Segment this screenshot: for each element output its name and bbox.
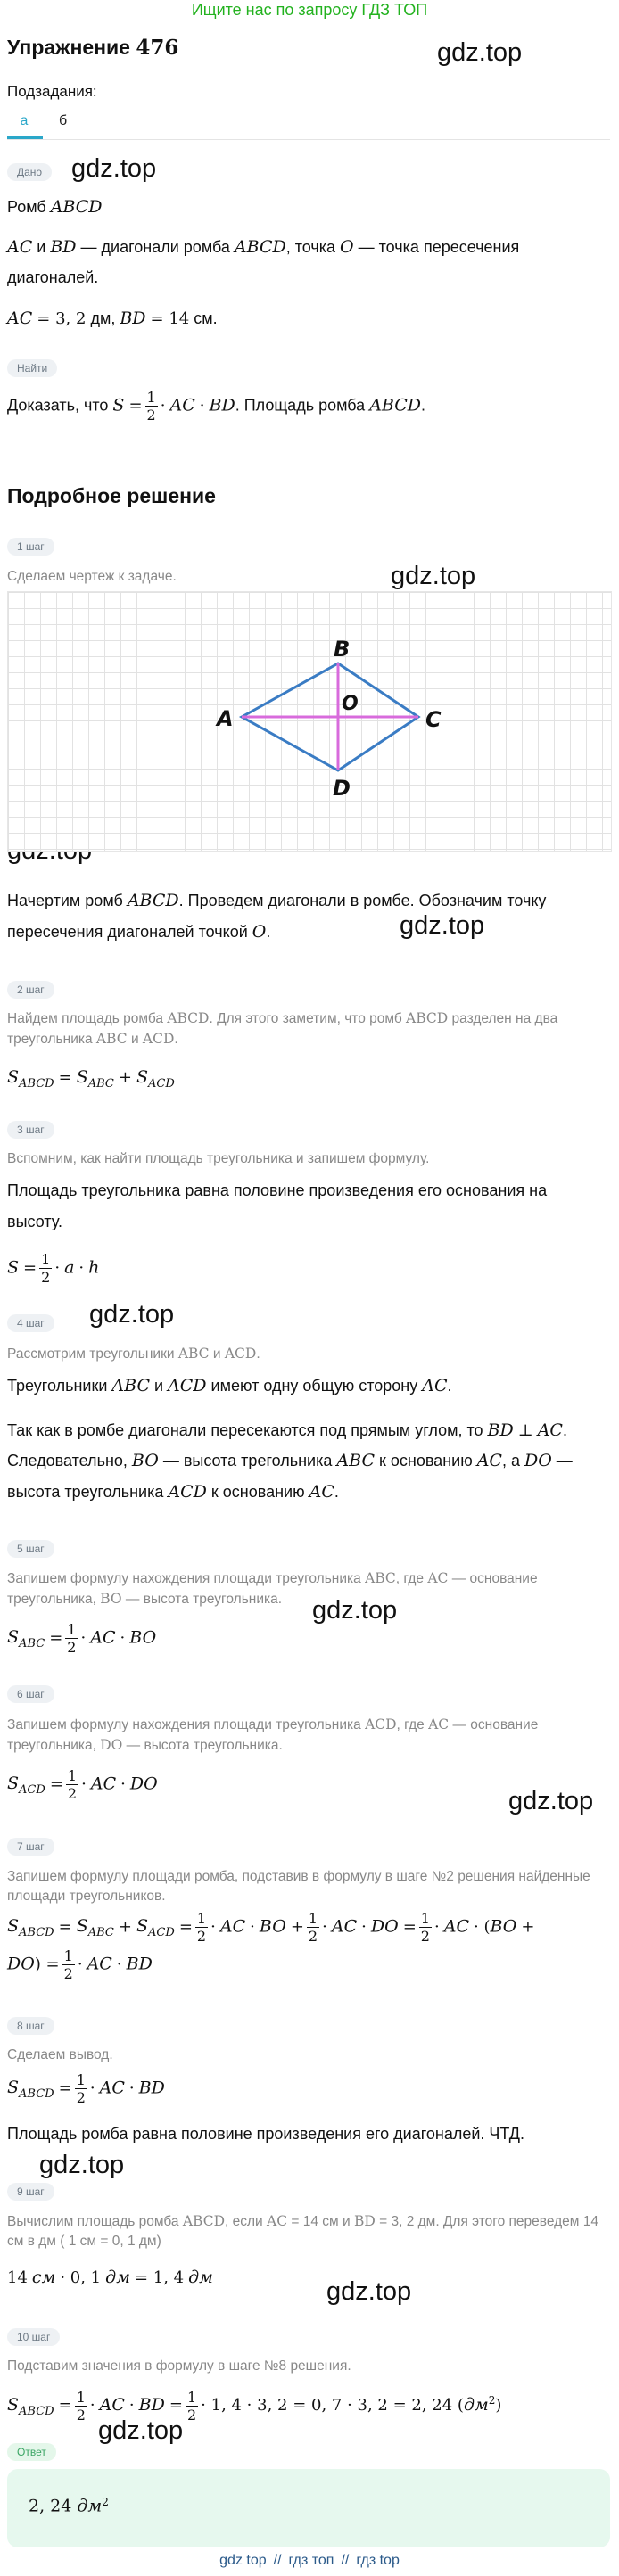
watermark: gdz.top xyxy=(39,2151,125,2179)
step-badge: 4 шаг xyxy=(7,1314,54,1332)
formula-triangle-area: S = $\frac{1}{2}$ · a · h xyxy=(7,1251,100,1286)
step-badge: 7 шаг xyxy=(7,1838,54,1856)
formula-final-calc: $S_{ABCD}$ = $\frac{1}{2}$ · AC · BD = $\frac{1}{2}$ · 1, 4 · 3, 2 = 0, 7 · 3, 2 = 2, 24 (дм$^2$) xyxy=(7,2388,502,2424)
step4-text-4: высота треугольника ACD к основанию AC. xyxy=(7,1482,339,1502)
watermark: gdz.top xyxy=(98,2416,184,2445)
watermark: gdz.top xyxy=(71,154,157,183)
step-badge: 2 шаг xyxy=(7,981,54,999)
given-badge: Дано xyxy=(7,163,52,181)
step-badge: 8 шаг xyxy=(7,2017,54,2035)
tab-divider xyxy=(7,139,610,140)
step-badge: 6 шаг xyxy=(7,1685,54,1703)
step-description: Запишем формулу площади ромба, подставив в формулу в шаге №2 решения найденные площади треугольников. xyxy=(7,1869,590,1904)
footer-links xyxy=(0,2553,619,2569)
answer-box xyxy=(7,2469,610,2547)
step4-text-2: Так как в ромбе диагонали пересекаются под прямым углом, то BD ⊥ AC. xyxy=(7,1420,567,1440)
solution-heading: Подробное решение xyxy=(7,484,216,507)
formula-rhombus-derivation-1: $S_{ABCD} = S_{ABC} + S_{ACD}$ = $\frac{1}{2}$ · AC · BO + $\frac{1}{2}$ · AC · DO = $\frac{1}{2}$ · AC · (BO + xyxy=(7,1910,535,1945)
step-badge: 5 шаг xyxy=(7,1540,54,1558)
step3-text-2: высоту. xyxy=(7,1213,62,1230)
watermark: gdz.top xyxy=(437,38,523,67)
step-description: Вспомним, как найти площадь треугольника и запишем формулу. xyxy=(7,1151,430,1166)
step-badge: 10 шаг xyxy=(7,2328,60,2346)
given-line-2: AC и BD — диагонали ромба ABCD, точка O — точка пересечения xyxy=(7,237,520,257)
center-label-o: O xyxy=(342,693,359,715)
step3-text-1: Площадь треугольника равна половине произведения его основания на xyxy=(7,1181,548,1199)
vertex-label-a: A xyxy=(217,706,234,731)
footer-link[interactable]: gdz top xyxy=(219,2553,267,2568)
page-title: Упражнение 476 xyxy=(7,36,179,60)
formula-s-abcd-sum: $S_{ABCD} = S_{ABC} + S_{ACD}$ xyxy=(7,1067,175,1090)
step-description: Вычислим площадь ромба ABCD, если AC = 14 см и BD = 3, 2 дм. Для этого переведем 14 см в дм ( 1 см = 0, 1 дм) xyxy=(7,2213,598,2249)
step-description: Сделаем чертеж к задаче. xyxy=(7,569,177,584)
step-description: Запишем формулу нахождения площади треугольника ABC, где AC — основание треугольника, BO — высота треугольника. xyxy=(7,1570,538,1607)
watermark: gdz.top xyxy=(400,911,485,940)
find-badge: Найти xyxy=(7,359,57,377)
find-text: Доказать, что S = $\frac{1}{2}$ · AC · BD. Площадь ромба ABCD. xyxy=(7,389,426,424)
tab-a[interactable]: а xyxy=(20,113,29,128)
footer-separator: // xyxy=(341,2553,350,2568)
footer-link[interactable]: гдз top xyxy=(356,2553,400,2568)
drawing-grid xyxy=(7,591,612,852)
watermark: gdz.top xyxy=(326,2277,412,2306)
subtasks-label: Подзадания: xyxy=(7,83,97,100)
given-line-1: Ромб ABCD xyxy=(7,197,103,217)
watermark: gdz.top xyxy=(312,1596,398,1625)
watermark: gdz.top xyxy=(391,562,476,590)
formula-s-acd: $S_{ACD}$ = $\frac{1}{2}$ · AC · DO xyxy=(7,1767,158,1802)
answer-badge: Ответ xyxy=(7,2443,56,2461)
step1-text-1: Начертим ромб ABCD. Проведем диагонали в ромбе. Обозначим точку xyxy=(7,891,547,910)
step-description: Найдем площадь ромба ABCD. Для этого заметим, что ромб ABCD разделен на два треугольника ABC и ACD. xyxy=(7,1010,558,1047)
vertex-label-c: C xyxy=(425,707,442,732)
step9-conversion: 14 см · 0, 1 дм = 1, 4 дм xyxy=(7,2267,213,2287)
tab-b[interactable]: б xyxy=(59,113,68,128)
step-badge: 1 шаг xyxy=(7,538,54,556)
given-line-2b: диагоналей. xyxy=(7,268,99,286)
step4-text-1: Треугольники ABC и ACD имеют одну общую сторону AC. xyxy=(7,1376,452,1395)
formula-rhombus-area: $S_{ABCD}$ = $\frac{1}{2}$ · AC · BD xyxy=(7,2071,165,2106)
step-description: Запишем формулу нахождения площади треугольника ACD, где AC — основание треугольника, DO — высота треугольника. xyxy=(7,1716,539,1753)
vertex-label-d: D xyxy=(333,776,351,801)
watermark: gdz.top xyxy=(508,1787,594,1815)
step-badge: 3 шаг xyxy=(7,1121,54,1139)
step-description: Рассмотрим треугольники ABC и ACD. xyxy=(7,1346,260,1362)
footer-separator: // xyxy=(273,2553,282,2568)
step-badge: 9 шаг xyxy=(7,2183,54,2201)
step-description: Сделаем вывод. xyxy=(7,2047,113,2062)
vertex-label-b: B xyxy=(334,637,351,662)
step4-text-3: Следовательно, BO — высота трегольника ABC к основанию AC, а DO — xyxy=(7,1451,573,1470)
step8-conclusion: Площадь ромба равна половине произведения его диагоналей. ЧТД. xyxy=(7,2125,524,2143)
footer-link[interactable]: гдз топ xyxy=(288,2553,334,2568)
given-line-3: AC = 3, 2 дм, BD = 14 см. xyxy=(7,309,218,328)
formula-s-abc: $S_{ABC}$ = $\frac{1}{2}$ · AC · BO xyxy=(7,1621,157,1656)
search-banner[interactable]: Ищите нас по запросу ГДЗ ТОП xyxy=(191,1,428,19)
step1-text-2: пересечения диагоналей точкой O. xyxy=(7,922,271,942)
watermark: gdz.top xyxy=(89,1300,175,1329)
step-description: Подставим значения в формулу в шаге №8 решения. xyxy=(7,2358,351,2374)
rhombus-diagram xyxy=(8,592,611,851)
formula-rhombus-derivation-2: DO) = $\frac{1}{2}$ · AC · BD xyxy=(7,1947,153,1982)
answer-value: 2, 24 дм$^2$ xyxy=(29,2496,109,2516)
